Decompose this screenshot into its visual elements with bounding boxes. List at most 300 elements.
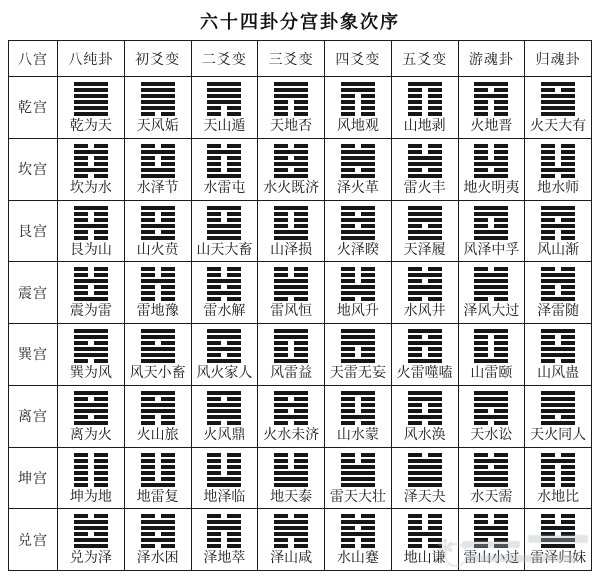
hexagram-line-segment	[207, 415, 241, 419]
hexagram-line-segment	[474, 465, 488, 469]
hexagram-line-segment	[294, 465, 308, 469]
hexagram-line-segment	[561, 236, 575, 240]
hexagram-line-yang	[274, 329, 308, 333]
hexagram-line-yang	[341, 483, 375, 487]
hexagram-line-yang	[141, 483, 175, 487]
hexagram-figure	[408, 453, 442, 487]
hexagram-line-yin	[541, 156, 575, 160]
hexagram-line-yin	[207, 544, 241, 548]
hexagram-line-segment	[141, 465, 155, 469]
hexagram-line-yin	[74, 483, 108, 487]
hexagram-line-yang	[408, 391, 442, 395]
hexagram-line-yang	[141, 520, 175, 524]
hexagram-line-segment	[227, 285, 241, 289]
hexagram-line-yin	[207, 218, 241, 222]
hexagram-line-yang	[274, 391, 308, 395]
hexagram-line-yin	[141, 415, 175, 419]
hexagram-line-segment	[207, 212, 221, 216]
hexagram-figure	[141, 144, 175, 178]
hexagram-line-yin	[141, 341, 175, 345]
hexagram-line-yin	[141, 297, 175, 301]
hexagram-line-yin	[541, 236, 575, 240]
hexagram-line-segment	[227, 341, 241, 345]
hexagram-cell	[58, 77, 125, 139]
hexagram-line-yin	[541, 453, 575, 457]
hexagram-line-yin	[74, 273, 108, 277]
hexagram-cell	[125, 324, 192, 386]
hexagram-line-segment	[141, 279, 175, 283]
hexagram-line-yang	[141, 100, 175, 104]
hexagram-line-yin	[74, 359, 108, 363]
hexagram-line-yin	[341, 459, 375, 463]
hexagram-line-segment	[474, 403, 508, 407]
hexagram-line-segment	[227, 144, 241, 148]
hexagram-line-yin	[541, 520, 575, 524]
hexagram-line-yang	[207, 483, 241, 487]
hexagram-line-yin	[207, 397, 241, 401]
hexagram-line-segment	[408, 168, 422, 172]
hexagram-line-segment	[341, 279, 355, 283]
hexagram-line-segment	[494, 453, 508, 457]
hexagram-line-segment	[227, 273, 241, 277]
hexagram-line-segment	[207, 94, 241, 98]
hexagram-name: 雷风恒	[270, 304, 313, 320]
hexagram-cell	[192, 324, 259, 386]
hexagram-line-yin	[207, 168, 241, 172]
hexagram-line-segment	[141, 267, 155, 271]
hexagram-line-segment	[74, 397, 88, 401]
hexagram-cell	[325, 448, 392, 510]
hexagram-line-yin	[274, 421, 308, 425]
hexagram-line-segment	[474, 168, 488, 172]
hexagram-line-yang	[408, 415, 442, 419]
hexagram-line-segment	[161, 267, 175, 271]
hexagram-line-yang	[408, 82, 442, 86]
hexagram-name: 火水未济	[263, 427, 320, 443]
hexagram-name: 火风鼎	[203, 427, 246, 443]
hexagram-name: 山天大畜	[196, 242, 253, 258]
hexagram-line-segment	[94, 532, 108, 536]
hexagram-line-segment	[541, 477, 555, 481]
hexagram-line-yin	[207, 297, 241, 301]
hexagram-line-yin	[207, 273, 241, 277]
hexagram-line-segment	[94, 341, 108, 345]
hexagram-line-yin	[141, 162, 175, 166]
hexagram-line-segment	[141, 335, 175, 339]
hexagram-line-segment	[474, 224, 488, 228]
hexagram-line-segment	[74, 297, 108, 301]
hexagram-figure	[408, 391, 442, 425]
hexagram-figure	[541, 453, 575, 487]
hexagram-line-segment	[74, 285, 88, 289]
hexagram-line-yin	[207, 514, 241, 518]
hexagram-line-segment	[94, 477, 108, 481]
hexagram-line-segment	[341, 526, 355, 530]
page-title: 六十四卦分宫卦象次序	[200, 12, 400, 32]
hexagram-line-yin	[274, 267, 308, 271]
hexagram-line-yang	[474, 162, 508, 166]
hexagram-line-segment	[341, 162, 375, 166]
hexagram-line-yang	[474, 403, 508, 407]
hexagram-line-segment	[141, 162, 155, 166]
hexagram-line-segment	[341, 459, 355, 463]
hexagram-line-segment	[74, 329, 108, 333]
hexagram-line-yin	[474, 112, 508, 116]
hexagram-line-yang	[541, 544, 575, 548]
hexagram-line-yang	[474, 532, 508, 536]
hexagram-line-segment	[161, 415, 175, 419]
hexagram-line-segment	[494, 144, 508, 148]
hexagram-line-yang	[408, 471, 442, 475]
hexagram-line-segment	[141, 82, 175, 86]
hexagram-line-segment	[207, 206, 241, 210]
hexagram-line-yin	[274, 538, 308, 542]
palace-label-0: 乾宫	[9, 77, 58, 139]
hexagram-figure	[74, 206, 108, 240]
hexagram-line-segment	[161, 218, 175, 222]
hexagram-line-segment	[94, 359, 108, 363]
hexagram-line-segment	[161, 477, 175, 481]
hexagram-line-segment	[207, 224, 241, 228]
hexagram-figure	[541, 206, 575, 240]
hexagram-line-segment	[274, 297, 288, 301]
hexagram-line-segment	[541, 514, 555, 518]
hexagram-line-yang	[408, 329, 442, 333]
hexagram-cell	[58, 324, 125, 386]
hexagram-line-segment	[428, 347, 442, 351]
hexagram-line-segment	[227, 397, 241, 401]
hexagram-line-segment	[361, 212, 375, 216]
hexagram-cell	[459, 77, 526, 139]
hexagram-line-segment	[227, 532, 241, 536]
hexagram-line-yin	[474, 544, 508, 548]
hexagram-line-yang	[541, 353, 575, 357]
hexagram-line-yang	[474, 273, 508, 277]
hexagram-line-yin	[141, 459, 175, 463]
hexagram-line-yang	[207, 88, 241, 92]
hexagram-line-segment	[494, 224, 508, 228]
hexagram-line-segment	[474, 353, 488, 357]
hexagram-line-yang	[474, 206, 508, 210]
hexagram-figure	[474, 453, 508, 487]
hexagram-line-segment	[141, 150, 175, 154]
hexagram-line-segment	[494, 335, 508, 339]
hexagram-line-segment	[541, 218, 555, 222]
hexagram-line-segment	[94, 291, 108, 295]
hexagram-line-segment	[274, 520, 308, 524]
hexagram-figure	[474, 144, 508, 178]
hexagram-line-segment	[494, 538, 508, 542]
hexagram-line-segment	[561, 156, 575, 160]
hexagram-line-segment	[141, 144, 155, 148]
hexagram-line-yang	[474, 285, 508, 289]
hexagram-line-yang	[141, 347, 175, 351]
hexagram-line-segment	[207, 477, 241, 481]
hexagram-figure	[74, 514, 108, 548]
hexagram-line-yin	[341, 397, 375, 401]
hexagram-name: 雷泽归妹	[530, 551, 587, 567]
hexagram-line-segment	[74, 94, 108, 98]
hexagram-line-segment	[274, 144, 288, 148]
hexagram-line-segment	[74, 415, 88, 419]
hexagram-name: 离为火	[69, 427, 112, 443]
hexagram-line-segment	[227, 453, 241, 457]
hexagram-line-yang	[474, 82, 508, 86]
hexagram-line-segment	[141, 483, 175, 487]
hexagram-line-segment	[361, 453, 375, 457]
hexagram-line-segment	[561, 150, 575, 154]
hexagram-line-yin	[274, 465, 308, 469]
hexagram-line-segment	[294, 297, 308, 301]
hexagram-line-segment	[141, 397, 155, 401]
hexagram-line-segment	[294, 514, 308, 518]
hexagram-line-yin	[474, 218, 508, 222]
palace-label-1: 坎宫	[9, 139, 58, 201]
hexagram-line-segment	[74, 212, 88, 216]
hexagram-name: 水天需	[470, 489, 513, 505]
hexagram-line-segment	[474, 100, 488, 104]
hexagram-figure	[474, 391, 508, 425]
hexagram-line-yang	[541, 403, 575, 407]
hexagram-line-segment	[408, 174, 442, 178]
hexagram-line-yin	[474, 341, 508, 345]
hexagram-line-segment	[408, 520, 422, 524]
hexagram-line-segment	[207, 359, 241, 363]
hexagram-line-yin	[541, 532, 575, 536]
hexagram-name: 火泽睽	[336, 242, 379, 258]
hexagram-line-segment	[474, 341, 488, 345]
hexagram-line-yang	[274, 477, 308, 481]
hexagram-cell	[325, 201, 392, 263]
hexagram-line-segment	[341, 359, 375, 363]
hexagram-line-yin	[474, 514, 508, 518]
hexagram-line-segment	[274, 544, 288, 548]
hexagram-line-segment	[274, 409, 288, 413]
hexagram-line-segment	[74, 100, 108, 104]
hexagram-line-yang	[408, 477, 442, 481]
hexagram-line-yin	[408, 267, 442, 271]
hexagram-line-segment	[141, 409, 175, 413]
hexagram-line-yin	[141, 212, 175, 216]
hexagram-cell	[525, 448, 592, 510]
hexagram-line-segment	[361, 106, 375, 110]
hexagram-line-segment	[408, 88, 422, 92]
hexagram-line-yang	[207, 230, 241, 234]
hexagram-line-segment	[561, 218, 575, 222]
hexagram-line-segment	[227, 156, 241, 160]
hexagram-line-yang	[207, 409, 241, 413]
hexagram-line-segment	[94, 285, 108, 289]
hexagram-cell	[525, 386, 592, 448]
hexagram-line-segment	[207, 174, 241, 178]
hexagram-line-yang	[74, 297, 108, 301]
hexagram-line-segment	[274, 347, 288, 351]
hexagram-line-segment	[474, 230, 508, 234]
hexagram-cell	[58, 201, 125, 263]
hexagram-line-yang	[274, 359, 308, 363]
hexagram-line-segment	[474, 285, 508, 289]
hexagram-line-segment	[274, 329, 308, 333]
hexagram-line-yang	[474, 391, 508, 395]
hexagram-line-segment	[341, 415, 375, 419]
hexagram-line-segment	[474, 297, 488, 301]
hexagram-line-yin	[207, 341, 241, 345]
hexagram-line-yin	[341, 297, 375, 301]
hexagram-line-segment	[341, 94, 355, 98]
hexagram-line-segment	[207, 230, 241, 234]
hexagram-line-segment	[141, 285, 155, 289]
hexagram-line-segment	[141, 94, 175, 98]
hexagram-figure	[541, 82, 575, 116]
hexagram-line-segment	[207, 544, 221, 548]
hexagram-line-segment	[94, 174, 108, 178]
hexagram-line-segment	[161, 285, 175, 289]
hexagram-cell	[192, 77, 259, 139]
hexagram-line-yin	[274, 100, 308, 104]
hexagram-line-yang	[274, 526, 308, 530]
hexagram-line-segment	[294, 397, 308, 401]
hexagram-line-segment	[274, 212, 288, 216]
hexagram-line-yin	[274, 341, 308, 345]
hexagram-line-segment	[408, 279, 422, 283]
hexagram-line-segment	[561, 520, 575, 524]
column-header-2: 初爻变	[125, 41, 192, 77]
hexagram-line-segment	[227, 353, 241, 357]
hexagram-line-segment	[74, 514, 88, 518]
hexagram-line-segment	[341, 341, 375, 345]
hexagram-line-segment	[161, 514, 175, 518]
hexagram-line-yang	[541, 397, 575, 401]
hexagram-line-yang	[474, 212, 508, 216]
hexagram-line-yin	[408, 335, 442, 339]
hexagram-line-segment	[94, 156, 108, 160]
hexagram-line-segment	[541, 459, 575, 463]
hexagram-line-segment	[541, 162, 555, 166]
hexagram-cell	[525, 77, 592, 139]
hexagram-line-yin	[274, 353, 308, 357]
hexagram-line-yang	[341, 156, 375, 160]
hexagram-line-yin	[341, 144, 375, 148]
hexagram-line-yin	[274, 218, 308, 222]
hexagram-line-segment	[94, 514, 108, 518]
hexagram-line-segment	[74, 150, 108, 154]
hexagram-line-segment	[94, 459, 108, 463]
hexagram-line-segment	[207, 453, 221, 457]
hexagram-figure	[74, 267, 108, 301]
hexagram-name: 水山蹇	[336, 551, 379, 567]
hexagram-line-yin	[408, 538, 442, 542]
hexagram-line-yin	[541, 483, 575, 487]
hexagram-figure	[341, 206, 375, 240]
hexagram-line-segment	[294, 341, 308, 345]
hexagram-line-segment	[408, 297, 422, 301]
hexagram-cell	[125, 262, 192, 324]
hexagram-line-yin	[207, 212, 241, 216]
hexagram-line-segment	[227, 514, 241, 518]
hexagram-line-segment	[428, 421, 442, 425]
hexagram-line-segment	[494, 297, 508, 301]
hexagram-line-yin	[274, 156, 308, 160]
hexagram-figure	[207, 206, 241, 240]
hexagram-line-segment	[141, 174, 175, 178]
hexagram-line-segment	[207, 526, 241, 530]
column-header-7: 游魂卦	[459, 41, 526, 77]
hexagram-line-yin	[207, 162, 241, 166]
hexagram-line-yang	[141, 409, 175, 413]
hexagram-line-segment	[541, 82, 575, 86]
hexagram-line-yang	[207, 329, 241, 333]
hexagram-line-segment	[274, 218, 288, 222]
hexagram-line-segment	[561, 477, 575, 481]
hexagram-line-segment	[341, 453, 355, 457]
hexagram-line-segment	[94, 415, 108, 419]
hexagram-line-segment	[428, 106, 442, 110]
hexagram-line-segment	[207, 409, 241, 413]
hexagram-name: 天地否	[270, 119, 313, 134]
hexagram-name: 风地观	[336, 119, 379, 134]
hexagram-line-segment	[474, 212, 508, 216]
hexagram-line-segment	[561, 267, 575, 271]
hexagram-line-yin	[341, 279, 375, 283]
hexagram-line-yang	[474, 477, 508, 481]
hexagram-line-segment	[408, 224, 422, 228]
hexagram-line-yang	[141, 236, 175, 240]
hexagram-line-yang	[141, 88, 175, 92]
hexagram-line-yang	[274, 483, 308, 487]
hexagram-line-segment	[541, 291, 555, 295]
hexagram-line-yin	[341, 112, 375, 116]
hexagram-line-segment	[161, 291, 175, 295]
hexagram-line-segment	[408, 162, 442, 166]
hexagram-line-segment	[94, 397, 108, 401]
hexagram-line-segment	[74, 544, 108, 548]
hexagram-figure	[274, 82, 308, 116]
hexagram-name: 风雷益	[270, 366, 313, 381]
hexagram-line-segment	[474, 88, 488, 92]
hexagram-line-segment	[361, 409, 375, 413]
hexagram-line-yang	[408, 532, 442, 536]
hexagram-line-yin	[408, 453, 442, 457]
hexagram-line-yin	[474, 335, 508, 339]
hexagram-cell	[58, 509, 125, 571]
hexagram-line-segment	[141, 236, 175, 240]
hexagram-name: 泽风大过	[463, 304, 520, 320]
hexagram-line-segment	[541, 297, 575, 301]
hexagram-line-segment	[408, 329, 442, 333]
hexagram-line-yang	[341, 532, 375, 536]
hexagram-figure	[74, 391, 108, 425]
hexagram-cell	[258, 77, 325, 139]
hexagram-line-segment	[341, 297, 355, 301]
hexagram-line-segment	[74, 335, 108, 339]
hexagram-line-yin	[541, 477, 575, 481]
hexagram-line-yang	[141, 335, 175, 339]
hexagram-line-segment	[341, 409, 355, 413]
hexagram-line-yin	[74, 236, 108, 240]
hexagram-line-segment	[74, 230, 88, 234]
hexagram-line-segment	[541, 415, 555, 419]
hexagram-line-segment	[541, 100, 575, 104]
hexagram-name: 兑为泽	[69, 551, 112, 567]
hexagram-line-yin	[141, 156, 175, 160]
hexagram-line-yang	[541, 297, 575, 301]
hexagram-line-segment	[207, 297, 221, 301]
hexagram-line-segment	[274, 421, 288, 425]
hexagram-line-yin	[141, 144, 175, 148]
hexagram-line-segment	[207, 514, 221, 518]
hexagram-line-yin	[141, 230, 175, 234]
hexagram-line-yin	[274, 144, 308, 148]
